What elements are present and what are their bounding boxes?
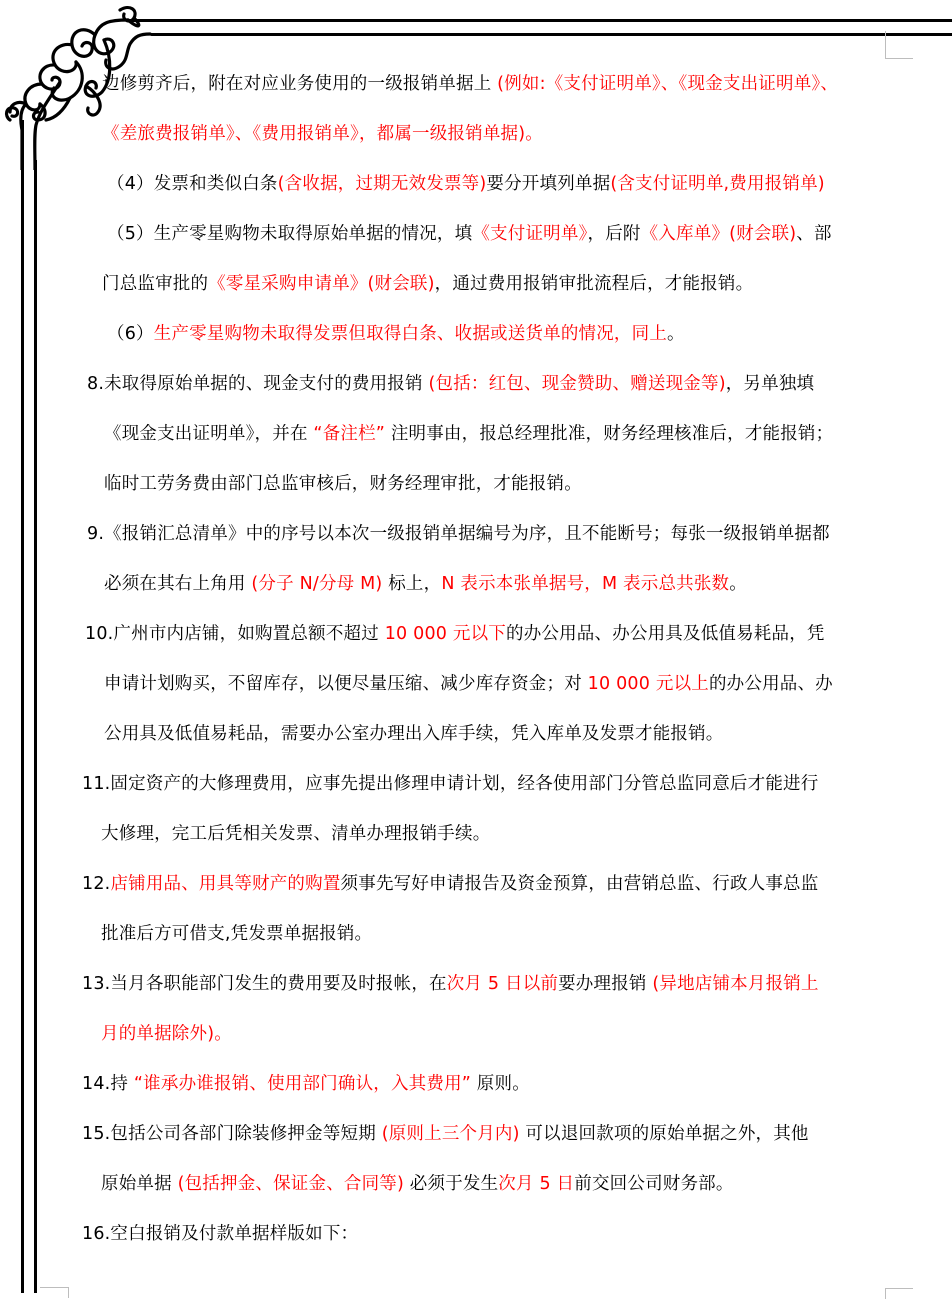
highlighted-text: (含支付证明单,费用报销单) <box>610 174 825 194</box>
text-line <box>104 422 833 446</box>
body-text: 注明事由，报总经理批准，财务经理核准后，才能报销； <box>385 424 834 444</box>
highlighted-text: (例如:《支付证明单》、《现金支出证明单》、 <box>497 74 839 94</box>
text-line <box>101 822 490 846</box>
highlighted-text: (异地店铺本月报销上 <box>652 974 819 994</box>
highlighted-text: 店铺用品、用具等财产的购置 <box>110 874 341 894</box>
highlighted-text: 《支付证明单》 <box>472 224 588 244</box>
body-text: 9.《报销汇总清单》中的序号以本次一级报销单据编号为序，且不能断号；每张一级报销单据都 <box>87 524 830 544</box>
body-text: 标上， <box>382 574 442 594</box>
highlighted-text: 次月 5 日以前 <box>446 974 559 994</box>
body-text: ，另单独填 <box>725 374 815 394</box>
text-line <box>107 172 825 196</box>
body-text: 、部 <box>796 224 832 244</box>
border-top-outer-line <box>128 19 952 22</box>
body-text: 必须于发生 <box>404 1174 499 1194</box>
border-left-inner-line <box>34 160 37 1293</box>
text-line <box>101 1172 734 1196</box>
text-line <box>104 472 582 496</box>
text-line <box>107 222 832 246</box>
text-line <box>85 622 825 646</box>
highlighted-text: 生产零星购物未取得发票但取得白条、收据或送货单的情况，同上 <box>153 324 668 344</box>
text-line <box>82 972 819 996</box>
body-text: 边修剪齐后，附在对应业务使用的一级报销单据上 <box>102 74 498 94</box>
body-text: 申请计划购买，不留库存，以便尽量压缩、减少库存资金；对 <box>104 674 588 694</box>
highlighted-text: 10 000 元以下 <box>384 624 506 644</box>
highlighted-text: 《差旅费报销单》、《费用报销单》，都属一级报销单据)。 <box>102 124 543 144</box>
body-text: 13.当月各职能部门发生的费用要及时报帐，在 <box>82 974 447 994</box>
body-text: 前交回公司财务部。 <box>574 1174 734 1194</box>
highlighted-text: (包括：红包、现金赞助、赠送现金等) <box>428 374 726 394</box>
body-text: 的办公用品、办公用具及低值易耗品，凭 <box>506 624 825 644</box>
body-text: 《现金支出证明单》，并在 <box>104 424 314 444</box>
body-text: ，后附 <box>587 224 641 244</box>
body-text: 批准后方可借支,凭发票单据报销。 <box>101 924 373 944</box>
text-line <box>104 722 724 746</box>
body-text: 要分开填列单据 <box>486 174 611 194</box>
body-text: 16.空白报销及付款单据样版如下： <box>82 1224 359 1244</box>
highlighted-text: 《入库单》(财会联) <box>640 224 797 244</box>
body-text: 可以退回款项的原始单据之外，其他 <box>519 1124 809 1144</box>
highlighted-text: “谁承办谁报销、使用部门确认，入其费用” <box>133 1074 472 1094</box>
highlighted-text: 次月 5 日 <box>498 1174 575 1194</box>
text-line <box>87 372 814 396</box>
highlighted-text: 《零星采购申请单》(财会联) <box>208 274 435 294</box>
text-line <box>82 1222 358 1246</box>
text-line <box>82 1072 530 1096</box>
text-line <box>107 322 685 346</box>
crop-mark-top-right <box>885 31 913 59</box>
text-line <box>104 672 833 696</box>
highlighted-text: “备注栏” <box>313 424 386 444</box>
body-text: 10.广州市内店铺，如购置总额不超过 <box>85 624 385 644</box>
text-line <box>87 522 830 546</box>
body-text: 原则。 <box>471 1074 530 1094</box>
crop-mark-bottom-right <box>885 1288 913 1299</box>
body-text: 原始单据 <box>101 1174 178 1194</box>
body-text: （6） <box>107 324 154 344</box>
text-line <box>101 922 372 946</box>
body-text: （4）发票和类似白条 <box>107 174 278 194</box>
highlighted-text: 月的单据除外)。 <box>101 1024 232 1044</box>
text-line <box>101 1022 232 1046</box>
border-left-outer-line <box>21 120 24 1293</box>
text-line <box>102 122 543 146</box>
highlighted-text: N 表示本张单据号，M 表示总共张数 <box>441 574 730 594</box>
highlighted-text: (含收据，过期无效发票等) <box>277 174 487 194</box>
border-top-inner-line <box>150 33 952 36</box>
text-line <box>102 72 838 96</box>
text-line <box>82 772 818 796</box>
body-text: 公用具及低值易耗品，需要办公室办理出入库手续，凭入库单及发票才能报销。 <box>104 724 724 744</box>
highlighted-text: 10 000 元以上 <box>587 674 709 694</box>
highlighted-text: (原则上三个月内) <box>381 1124 520 1144</box>
body-text: （5）生产零星购物未取得原始单据的情况，填 <box>107 224 473 244</box>
body-text: 临时工劳务费由部门总监审核后，财务经理审批，才能报销。 <box>104 474 582 494</box>
body-text: 门总监审批的 <box>102 274 209 294</box>
body-text: 。 <box>729 574 747 594</box>
body-text: 12. <box>82 874 111 894</box>
highlighted-text: (包括押金、保证金、合同等) <box>177 1174 405 1194</box>
text-line <box>82 872 818 896</box>
body-text: 要办理报销 <box>558 974 653 994</box>
highlighted-text: (分子 N/分母 M) <box>251 574 383 594</box>
body-text: 14.持 <box>82 1074 134 1094</box>
body-text: 11.固定资产的大修理费用，应事先提出修理申请计划，经各使用部门分管总监同意后才能进行 <box>82 774 819 794</box>
text-line <box>102 272 753 296</box>
body-text: 大修理，完工后凭相关发票、清单办理报销手续。 <box>101 824 491 844</box>
text-line <box>82 1122 809 1146</box>
body-text: 必须在其右上角用 <box>104 574 252 594</box>
body-text: 8.未取得原始单据的、现金支付的费用报销 <box>87 374 429 394</box>
body-text: 。 <box>667 324 685 344</box>
text-line <box>104 572 747 596</box>
body-text: 15.包括公司各部门除装修押金等短期 <box>82 1124 382 1144</box>
body-text: 须事先写好申请报告及资金预算，由营销总监、行政人事总监 <box>340 874 819 894</box>
body-text: ，通过费用报销审批流程后，才能报销。 <box>434 274 754 294</box>
body-text: 的办公用品、办 <box>708 674 833 694</box>
